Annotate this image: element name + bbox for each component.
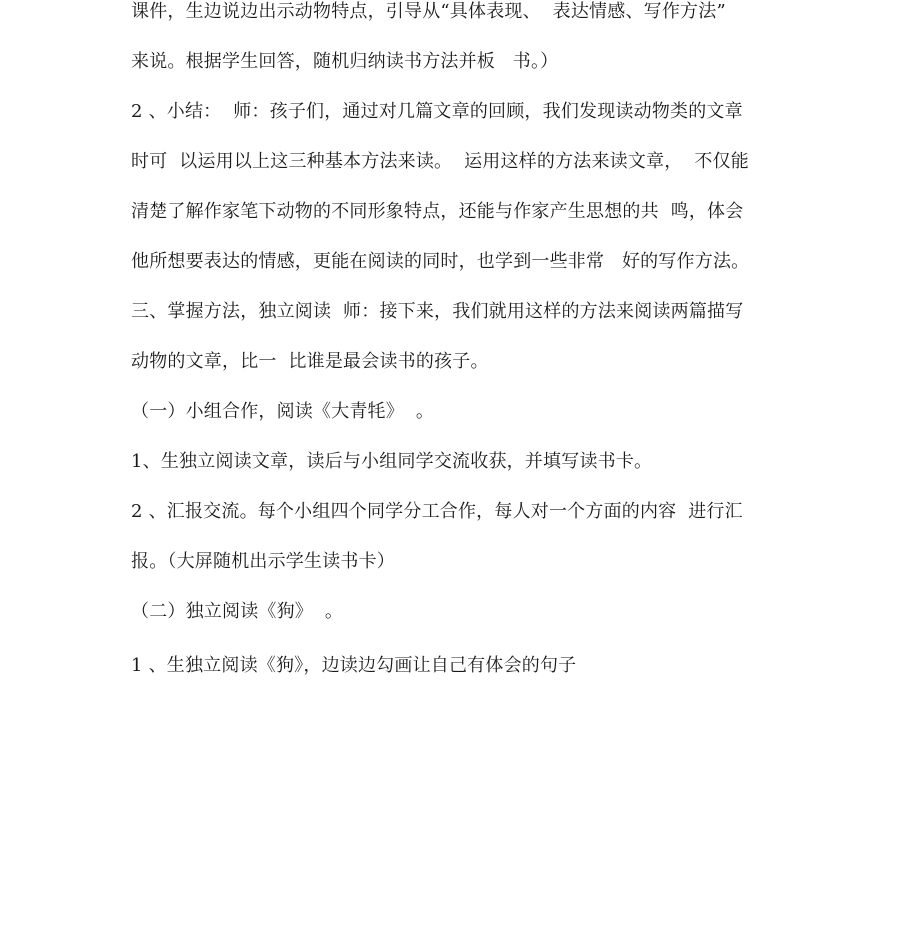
section-heading: 三、掌握方法，独立阅读 师：接下来，我们就用这样的方法来阅读两篇描写 bbox=[131, 301, 744, 322]
paragraph-line: 课件，生边说边出示动物特点，引导从“具体表现、 表达情感、写作方法” bbox=[131, 1, 726, 22]
paragraph-line: 时可 以运用以上这三种基本方法来读。 运用这样的方法来读文章， 不仅能 bbox=[131, 151, 749, 172]
paragraph-line: 2 、小结： 师：孩子们，通过对几篇文章的回顾，我们发现读动物类的文章 bbox=[131, 101, 743, 122]
paragraph-line: 清楚了解作家笔下动物的不同形象特点，还能与作家产生思想的共 鸣，体会 bbox=[131, 201, 744, 222]
subsection-heading: （一）小组合作，阅读《大青牦》 。 bbox=[131, 401, 435, 422]
list-item: 1 、生独立阅读《狗》，边读边勾画让自己有体会的句子 bbox=[131, 655, 577, 676]
list-item: 2 、汇报交流。每个小组四个同学分工合作，每人对一个方面的内容 进行汇 bbox=[131, 501, 743, 522]
paragraph-line: 来说。根据学生回答，随机归纳读书方法并板 书。） bbox=[131, 51, 559, 72]
subsection-heading: （二）独立阅读《狗》 。 bbox=[131, 601, 344, 622]
paragraph-line: 报。（大屏随机出示学生读书卡） bbox=[131, 551, 395, 572]
paragraph-line: 动物的文章，比一 比谁是最会读书的孩子。 bbox=[131, 351, 489, 372]
list-item: 1、生独立阅读文章，读后与小组同学交流收获，并填写读书卡。 bbox=[131, 451, 653, 472]
paragraph-line: 他所想要表达的情感，更能在阅读的同时，也学到一些非常 好的写作方法。 bbox=[131, 251, 750, 272]
